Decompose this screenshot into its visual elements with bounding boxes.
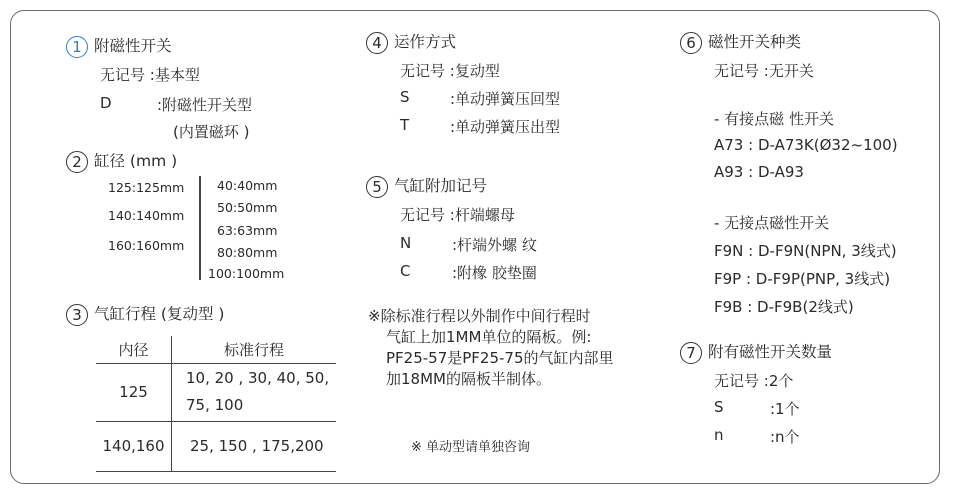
bore-right-3: 63:63mm (217, 223, 278, 238)
section-5-title (366, 174, 487, 198)
noncontact-switch-heading: - 无接点磁性开关 (714, 214, 830, 232)
stroke-line: 75, 100 (186, 396, 244, 414)
single-action-note: ※ 单动型请单独咨询 (411, 440, 531, 455)
bore-left-1: 125:125mm (108, 180, 185, 195)
s7-line1: 无记号 :2个 (714, 372, 794, 390)
section-4-title (366, 30, 456, 54)
s7-code-s: S (714, 398, 724, 416)
cell-stroke (172, 363, 337, 421)
s1-line3: (内置磁环 ) (173, 123, 250, 141)
s4-code-s: S (400, 88, 410, 106)
section-6-label: 磁性开关种类 (708, 33, 802, 51)
s7-code-n: n (714, 426, 724, 444)
switch-a93: A93 : D-A93 (714, 163, 804, 181)
s5-line1: 无记号 :杆端螺母 (400, 206, 515, 224)
number-3-badge: 3 (66, 304, 88, 326)
stroke-line: 10, 20 , 30, 40, 50, (186, 369, 330, 387)
switch-f9p: F9P : D-F9P(PNP, 3线式) (714, 270, 891, 288)
s1-code-d: D (100, 94, 112, 112)
number-6-badge: 6 (680, 32, 702, 54)
stroke-table (96, 336, 336, 472)
s5-code-n: N (400, 234, 412, 252)
number-7-badge: 7 (680, 342, 702, 364)
s7-line3: :n个 (770, 428, 800, 446)
cell-bore: 140,160 (96, 421, 172, 471)
cell-stroke: 25, 150 , 175,200 (190, 437, 324, 455)
bore-right-4: 80:80mm (217, 245, 278, 260)
note-line-1: ※除标准行程以外制作中间行程时 (368, 307, 591, 325)
s1-line2: :附磁性开关型 (157, 96, 253, 114)
cell-bore: 125 (96, 363, 172, 421)
s4-line1: 无记号 :复动型 (400, 62, 500, 80)
s5-line2: :杆端外螺 纹 (452, 236, 537, 254)
switch-a73: A73 : D-A73K(Ø32~100) (714, 136, 898, 154)
number-1-badge: 1 (66, 36, 88, 58)
switch-f9b: F9B : D-F9B(2线式) (714, 298, 854, 316)
s4-code-t: T (400, 116, 410, 134)
bore-left-3: 160:160mm (108, 238, 185, 253)
table-row (96, 363, 336, 421)
header-bore: 内径 (96, 336, 172, 363)
note-line-2: 气缸上加1MM单位的隔板。例: (386, 328, 592, 346)
s6-line1: 无记号 :无开关 (714, 62, 814, 80)
bore-left-2: 140:140mm (108, 208, 185, 223)
contact-switch-heading: - 有接点磁 性开关 (714, 110, 834, 128)
section-7-label: 附有磁性开关数量 (708, 343, 833, 361)
section-1-label: 附磁性开关 (94, 37, 172, 55)
table-row (96, 421, 336, 471)
number-5-badge: 5 (366, 176, 388, 198)
header-stroke: 标准行程 (223, 340, 284, 359)
section-2-title (66, 149, 177, 173)
s4-line3: :单动弹簧压出型 (450, 118, 561, 136)
section-3-title (66, 302, 224, 326)
s7-line2: :1个 (770, 400, 800, 418)
s1-line1: 无记号 :基本型 (100, 66, 200, 84)
section-3-label: 气缸行程 (复动型 ) (94, 305, 225, 323)
table-header-row (96, 336, 336, 363)
section-1-title (66, 34, 172, 58)
number-2-badge: 2 (66, 151, 88, 173)
bore-right-1: 40:40mm (217, 178, 278, 193)
s4-line2: :单动弹簧压回型 (450, 90, 561, 108)
note-line-4: 加18MM的隔板半制体。 (386, 370, 551, 388)
note-line-3: PF25-57是PF25-75的气缸内部里 (386, 349, 614, 367)
s5-code-c: C (400, 262, 411, 280)
bore-right-2: 50:50mm (217, 200, 278, 215)
s5-line3: :附橡 胶垫圈 (452, 264, 537, 282)
bore-divider (199, 176, 201, 280)
section-5-label: 气缸附加记号 (394, 177, 488, 195)
section-4-label: 运作方式 (394, 33, 457, 51)
section-2-label: 缸径 (mm ) (94, 152, 178, 170)
number-4-badge: 4 (366, 32, 388, 54)
section-7-title (680, 340, 832, 364)
switch-f9n: F9N : D-F9N(NPN, 3线式) (714, 242, 897, 260)
bore-right-5: 100:100mm (208, 266, 285, 281)
section-6-title (680, 30, 801, 54)
